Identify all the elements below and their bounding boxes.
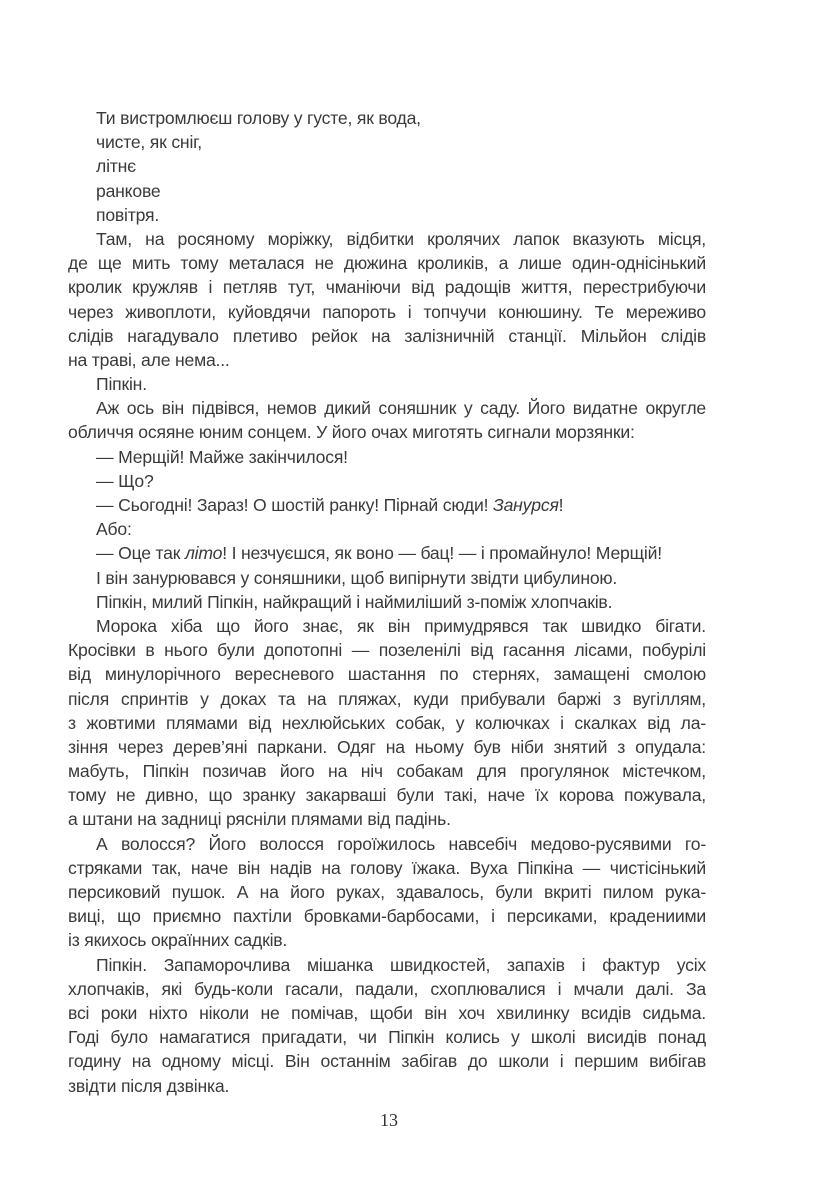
text-line: Аж ось він підвівся, немов дикий соняшник у саду. Його видатне округле (96, 398, 706, 419)
page-number: 13 (380, 1110, 398, 1130)
text-line (68, 541, 706, 565)
text-line: зіння через дерев’яні паркани. Одяг на ньому був ніби знятий з опудала: (68, 736, 706, 757)
text-line (68, 493, 706, 517)
text-line: Кросівки в нього були допотопні — позеленілі від гасання лісами, побурілі (68, 640, 706, 661)
text-line: всі роки ніхто ніколи не помічав, щоби він хоч хвилинку всидів сидьма. (68, 1002, 706, 1023)
text-span: ! І незчуєшся, як воно — бац! — і промайнуло! Мерщій! (222, 543, 662, 564)
text-line: Або: (96, 519, 132, 540)
text-line: а штани на задниці рясніли плямами від падінь. (68, 809, 451, 830)
text-line: І він занурювався у соняшники, щоб випірнути звідти цибулиною. (96, 567, 618, 588)
text-span: — Сьогодні! Зараз! О шостій ранку! Пірнай сюди! (96, 495, 493, 515)
text-line: обличчя осяяне юним сонцем. У його очах миготять сигнали морзянки: (68, 422, 635, 443)
text-line: ранкове (96, 180, 161, 201)
text-line: із якихось окраїнних садків. (68, 930, 288, 951)
text-line: мабуть, Піпкін позичав його на ніч собакам для прогулянок містечком, (68, 761, 706, 782)
text-line: Піпкін, милий Піпкін, найкращий і наймиліший з-поміж хлопчаків. (96, 591, 613, 612)
book-page-text (68, 106, 706, 1098)
text-line: виці, що приємно пахтіли бровками-барбосами, і персиками, крадениими (68, 906, 706, 927)
text-line: де ще мить тому металася не дюжина кроликів, а лише один-однісінький (68, 253, 706, 274)
text-line: хлопчаків, які будь-коли гасали, падали, схоплювалися і мчали далі. За (68, 978, 706, 999)
text-line: літнє (96, 156, 136, 177)
text-line: Піпкін. Запаморочлива мішанка швидкостей, запахів і фактур усіх (96, 954, 706, 975)
italic-text: Занурся (493, 495, 559, 515)
text-line: з жовтими плямами від нехлюйських собак, у колючках і скалках від ла- (68, 712, 706, 733)
text-line: кролик кружляв і петляв тут, чманіючи від радощів життя, перестрибуючи (68, 277, 706, 298)
text-line: на траві, але нема... (68, 349, 230, 370)
text-line: годину на одному місці. Він останнім забігав до школи і першим вибігав (68, 1051, 706, 1072)
text-line: від минулорічного вересневого шастання по стернях, замащені смолою (68, 664, 706, 685)
text-line: Піпкін. (96, 374, 147, 395)
text-line: звідти після дзвінка. (68, 1075, 230, 1096)
text-span: — Оце так (96, 543, 185, 564)
text-line: Морока хіба що його знає, як він примудрявся так швидко бігати. (96, 615, 706, 636)
text-line: персиковий пушок. А на його руках, здавалось, були вкриті пилом рука- (68, 882, 706, 902)
text-line: Ти вистромлюєш голову у густе, як вода, (96, 108, 421, 128)
text-line: Там, на росяному моріжку, відбитки кролячих лапок вказують місця, (96, 228, 706, 249)
text-line: тому не дивно, що зранку закарваші були такі, наче їх корова пожувала, (68, 785, 706, 806)
text-line: — Мерщій! Майже закінчилося! (96, 446, 348, 467)
text-line: — Що? (96, 470, 154, 491)
text-line: повітря. (96, 204, 160, 225)
text-span: ! (558, 495, 564, 515)
text-line: після спринтів у доках та на пляжах, куди прибували баржі з вугіллям, (68, 688, 706, 709)
text-line: чисте, як сніг, (96, 132, 202, 153)
text-line: стряками так, наче він надів на голову їжака. Вуха Піпкіна — чистісінький (68, 857, 706, 878)
text-line: через живоплоти, куйовдячи папороть і топчучи конюшину. Те мереживо (68, 301, 706, 322)
italic-text: літо (184, 543, 223, 564)
text-line: Годі було намагатися пригадати, чи Піпкін колись у школі висидів понад (68, 1027, 706, 1048)
text-line: А волосся? Його волосся гороїжилось навсебіч медово-русявими го- (96, 833, 706, 854)
text-line: слідів нагадувало плетиво рейок на залізничній станції. Мільйон слідів (68, 325, 706, 346)
